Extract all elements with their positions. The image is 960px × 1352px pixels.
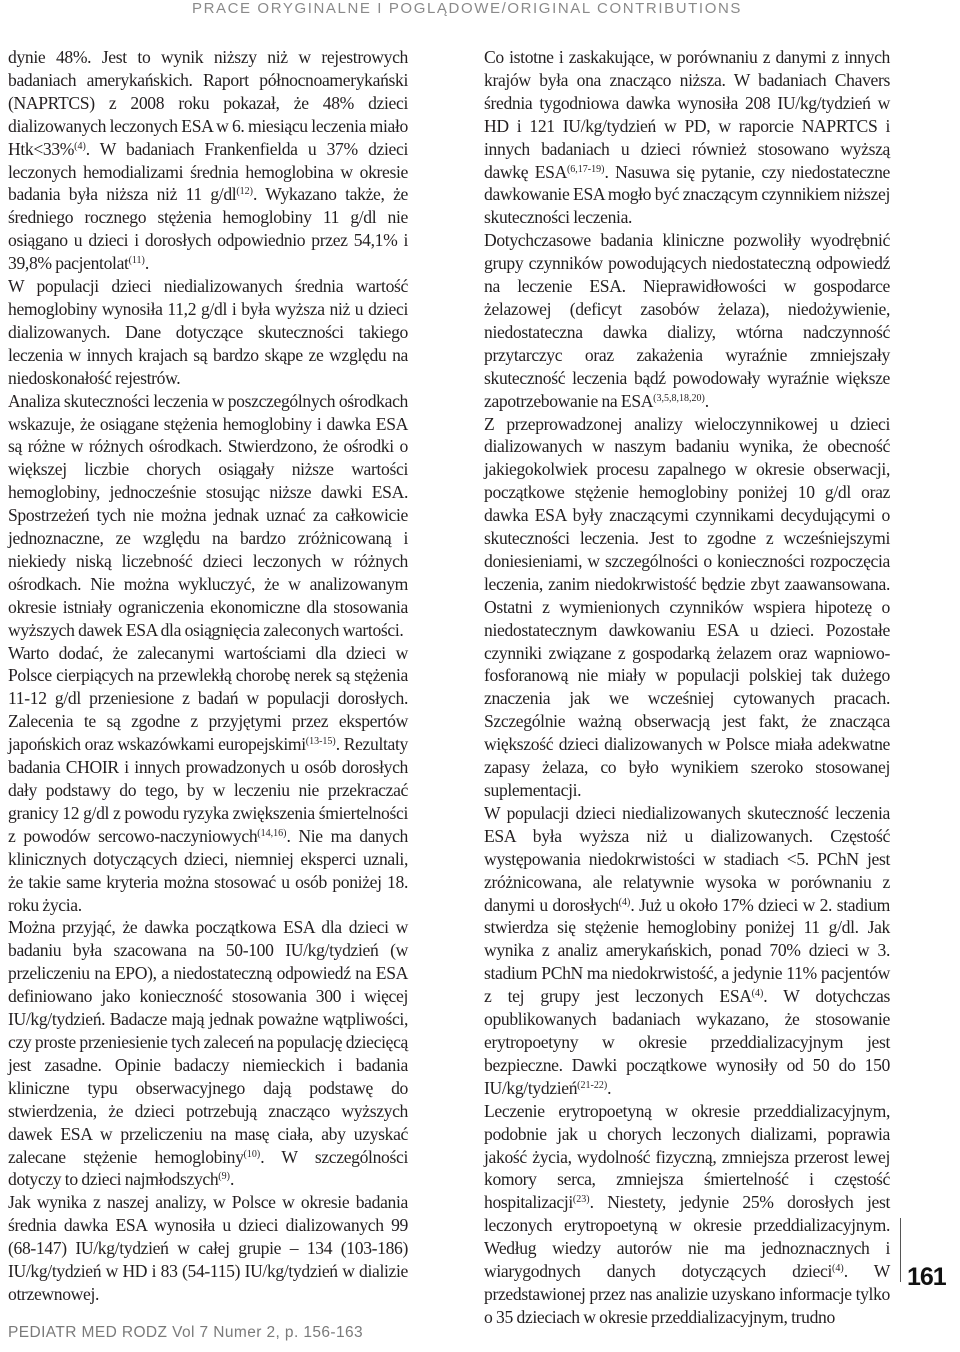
citation-ref: (23)	[572, 1194, 590, 1206]
paragraph	[484, 413, 890, 802]
text-run: Analiza skuteczności leczenia w poszczególnych ośrodkach wskazuje, że osiągane stężenia hemoglobiny i dawka ESA są różne w różnych ośrodkach. Stwierdzono, że ośrodki o większej liczbie chorych osiągały niższe wartości hemoglobiny, jednocześnie stosując niższe dawki ESA. Spostrzeżeń tych nie można jednak uznać za całkowicie jednoznaczne, ze względu na bardzo zróżnicowaną i niekiedy niską liczebność dzieci leczonych w różnych ośrodkach. Nie można wykluczyć, że w analizowanym okresie istniały ograniczenia ekonomiczne dla stosowania wyższych dawek ESA dla osiągnięcia zaleconych wartości.	[8, 390, 408, 640]
paragraph	[484, 229, 890, 412]
text-run: . Niestety, jedynie 25% dorosłych jest leczonych erytropoetyną w okresie przeddializacyjnym. Według wiedzy autorów nie ma jednoznacznych i wiarygodnych danych dotyczących dzieci	[484, 1192, 890, 1282]
citation-ref: (14,16)	[257, 827, 287, 839]
text-run: .	[607, 1077, 612, 1098]
text-run: . Już u około 17% dzieci w 2. stadium stwierdza się stężenie hemoglobiny poniżej 11 g/dl. Jak wynika z analiz amerykańskich, ponad 70% dzieci w 3. stadium PChN ma niedokrwistość, a jedynie 11% pacjentów z tej grupy jest leczonych ESA	[484, 894, 890, 1007]
citation-ref: (10)	[243, 1148, 261, 1160]
text-run: . Rezultaty badania CHOIR i innych prowadzonych u osób dorosłych dały podstawy do tego, by w leczeniu nie przekraczać granicy 12 g/dl z powodu ryzyka zwiększenia śmiertelności z powodów sercowo-naczyniowych	[8, 734, 408, 846]
citation-ref: (4)	[618, 896, 631, 908]
text-run: Warto dodać, że zalecanymi wartościami dla dzieci w Polsce cierpiących na przewlekłą chorobę nerek są stężenia 11-12 g/dl przeniesione z badań w populacji dorosłych. Zalecenia te są zgodne z przyjętymi przez ekspertów japońskich oraz wskazówkami europejskimi	[8, 642, 408, 755]
citation-ref: (11)	[128, 255, 145, 267]
page-number-divider	[900, 1218, 901, 1282]
text-run: . Nasuwa się pytanie, czy niedostateczne dawkowanie ESA mogło być znaczącym czynnikiem niższej skuteczności leczenia.	[484, 161, 891, 228]
running-header: PRACE ORYGINALNE I POGLĄDOWE/ORIGINAL CONTRIBUTIONS	[191, 0, 742, 17]
paragraph	[8, 642, 408, 917]
citation-ref: (4)	[74, 140, 86, 152]
text-run: . Wykazano także, że średniego rocznego stężenia hemoglobiny 11 g/dl nie osiągano u dzieci i dorosłych odpowiednio przez 54,1% i 39,8% pacjentolat	[8, 184, 408, 274]
text-run: dynie 48%. Jest to wynik niższy niż w rejestrowych badaniach amerykańskich. Raport północnoamerykański (NAPRTCS) z 2008 roku pokazał, że 48% dzieci dializowanych leczonych ESA w 6. miesiącu leczenia miało Htk<33%	[8, 47, 408, 159]
citation-ref: (21-22)	[577, 1079, 608, 1091]
paragraph	[484, 802, 890, 1100]
text-run: .	[144, 253, 149, 274]
text-run: Leczenie erytropoetyną w okresie przeddializacyjnym, podobnie jak u chorych leczonych dializami, poprawia jakość życia, wydolność fizyczną, zmniejsza przerost lewej komory serca, zmniejsza śmiertelność i częstość hospitalizacji	[484, 1100, 890, 1213]
text-run: Z przeprowadzonej analizy wieloczynnikowej u dzieci dializowanych w naszym badaniu wynika, że obecność jakiegokolwiek procesu zapalnego w okresie obserwacji, początkowe stężenie hemoglobiny poniżej 10 g/dl oraz dawka ESA były znaczącymi czynnikami decydującymi o skuteczności leczenia. Jest to zgodne z wcześniejszymi doniesieniami, w szczególności o konieczności rozpoczęcia leczenia, zanim niedokrwistość będzie zbyt zaawansowana. Ostatni z wymienionych czynników wspiera hipotezę o niedostatecznym dawkowaniu ESA u dzieci. Pozostałe czynniki związane z gospodarką żelazem oraz wapniowo-fosforanową nie miały w populacji polskiej tak dużego znaczenia jak we wcześniej cytowanych pracach. Szczególnie ważną obserwacją jest fakt, że znacząca większość dzieci dializowanych w Polsce miała adekwatne zapasy żelaza, co było wynikiem szeroko stosowanej suplementacji.	[484, 413, 890, 800]
text-run: . W badaniach Frankenfielda u 37% dzieci leczonych hemodializami średnia hemoglobina w okresie badania była niższa niż 11 g/dl	[8, 138, 408, 205]
text-run: W populacji dzieci niedializowanych skuteczność leczenia ESA była wyższa niż u dializowanych. Częstość występowania niedokrwistości w stadiach <5. PChN jest zróżnicowana, ale relatywnie wysoka w porównaniu z danymi u dorosłych	[484, 802, 890, 915]
text-run: Dotychczasowe badania kliniczne pozwoliły wyodrębnić grupy czynników powodujących niedostateczną odpowiedź na leczenie ESA. Nieprawidłowości w gospodarce żelazowej (deficyt zasobów żelaza), niedożywienie, niedostateczna dawka dializy, wtórna nadczynność przytarczyc oraz zakażenia wyraźnie zmniejszały skuteczność leczenia bądź powodowały wyraźnie większe zapotrzebowanie na ESA	[484, 230, 890, 411]
citation-ref: (4)	[751, 988, 764, 1000]
text-run: Jak wynika z naszej analizy, w Polsce w okresie badania średnia dawka ESA wynosiła u dzieci dializowanych 99 (68-147) IU/kg/tydzień w całej grupie – 134 (103-186) IU/kg/tydzień w HD i 83 (54-115) IU/kg/tydzień w dializie otrzewnowej.	[8, 1192, 408, 1304]
citation-ref: (3,5,8,18,20)	[653, 392, 705, 404]
citation-ref: (13-15)	[305, 736, 336, 748]
text-run: .	[229, 1169, 235, 1190]
paragraph	[8, 46, 408, 275]
right-column	[484, 46, 890, 1329]
journal-footer: PEDIATR MED RODZ Vol 7 Numer 2, p. 156-163	[8, 1324, 364, 1341]
paragraph	[484, 46, 890, 229]
text-run: W populacji dzieci niedializowanych średnia wartość hemoglobiny wynosiła 11,2 g/dl i była wyższa niż u dzieci dializowanych. Dane dotyczące skuteczności takiego leczenia w innych krajach są bardzo skąpe ze względu na niedoskonałość rejestrów.	[8, 276, 408, 388]
text-run: . Nie ma danych klinicznych dotyczących dzieci, niemniej eksperci uznali, że takie same kryteria można stosować u osób poniżej 18. roku życia.	[8, 825, 408, 915]
paragraph	[8, 275, 408, 390]
left-column	[8, 46, 408, 1306]
text-run: Można przyjąć, że dawka początkowa ESA dla dzieci w badaniu była szacowana na 50-100 IU/kg/tydzień (w przeliczeniu na EPO), a niedostateczną odpowiedź na ESA definiowano jako konieczność stosowania 300 i więcej IU/kg/tydzień. Badacze mają jednak poważne wątpliwości, czy proste przeniesienie tych zaleceń na populację dziecięcą jest zasadne. Opinie badaczy niemieckich i badania kliniczne typu obserwacyjnego dają podstawę do stwierdzenia, że dzieci potrzebują znacząco wyższych dawek ESA w przeliczeniu na masę ciała, aby uzyskać zalecane stężenie hemoglobiny	[8, 917, 408, 1167]
text-run: . W szczególności dotyczy to dzieci najmłodszych	[8, 1146, 408, 1190]
paragraph	[8, 916, 408, 1191]
text-run: . W przedstawionej przez nas analizie uzyskano informacje tylko o 35 dzieciach w okresie przeddializacyjnym, trudno	[484, 1261, 890, 1327]
paragraph	[484, 1100, 890, 1329]
text-run: Co istotne i zaskakujące, w porównaniu z danymi z innych krajów była ona znacząco niższa. W badaniach Chavers średnia tygodniowa dawka wynosiła 208 IU/kg/tydzień w HD i 121 IU/kg/tydzień w PD, w raporcie NAPRTCS i innych badaniach u dzieci również stosowano wyższą dawkę ESA	[484, 47, 890, 182]
citation-ref: (9)	[218, 1171, 230, 1183]
text-run: .	[704, 390, 709, 411]
paragraph	[8, 1191, 408, 1306]
paragraph	[8, 390, 408, 642]
citation-ref: (4)	[832, 1263, 844, 1275]
page-number: 161	[907, 1263, 946, 1291]
citation-ref: (12)	[236, 186, 253, 198]
citation-ref: (6,17-19)	[566, 163, 605, 175]
text-run: . W dotychczas opublikowanych badaniach wykazano, że stosowanie erytropoetyny w okresie przeddializacyjnym jest bezpieczne. Dawki początkowe wynosiły od 50 do 150 IU/kg/tydzień	[484, 986, 890, 1098]
